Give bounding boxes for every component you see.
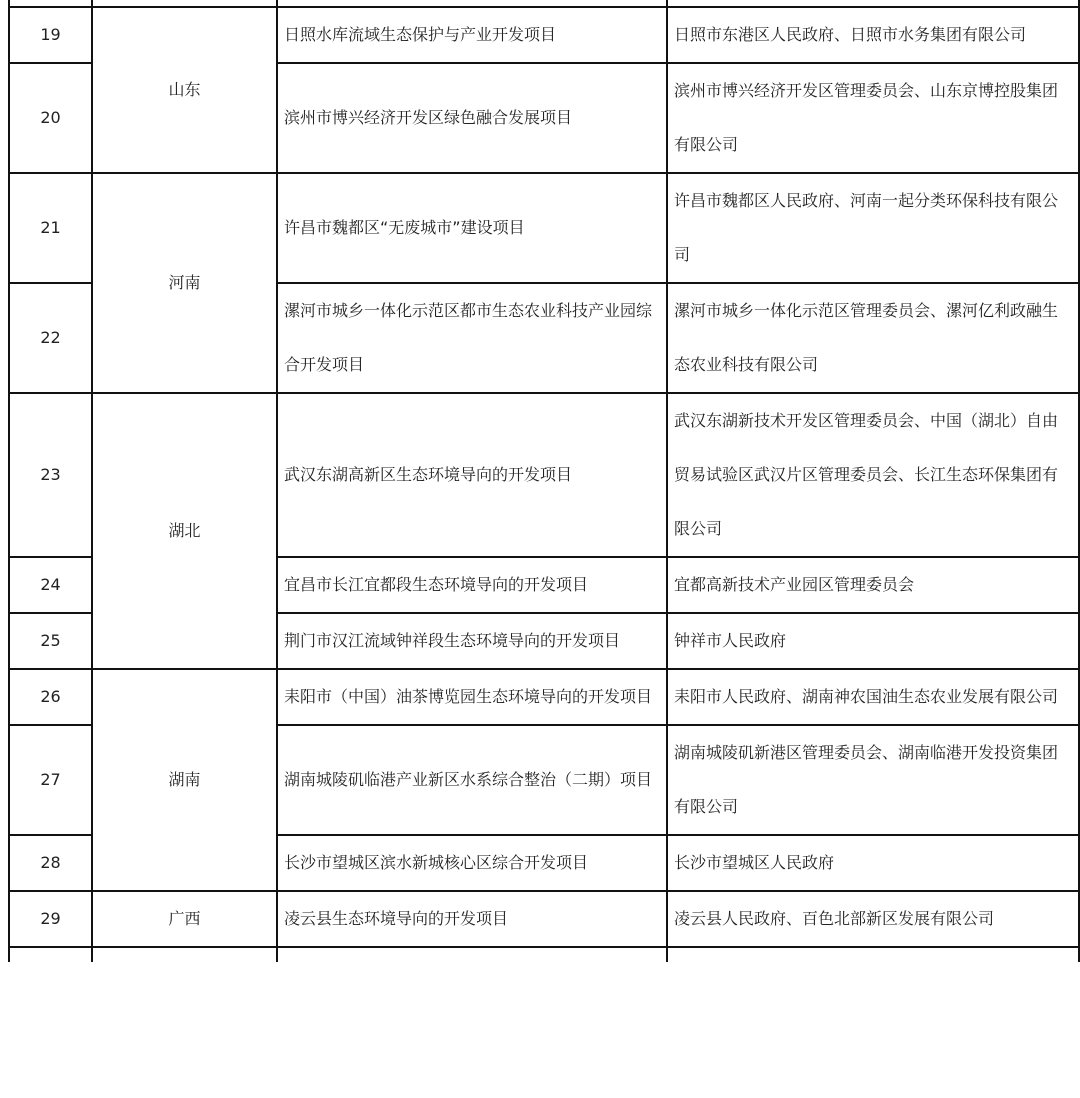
row-number: 28 (9, 835, 92, 891)
row-number: 27 (9, 725, 92, 835)
province-cell: 河南 (92, 173, 277, 393)
row-number: 23 (9, 393, 92, 557)
implementing-unit: 许昌市魏都区人民政府、河南一起分类环保科技有限公司 (667, 173, 1079, 283)
implementing-unit: 湖南城陵矶新港区管理委员会、湖南临港开发投资集团有限公司 (667, 725, 1079, 835)
row-number: 25 (9, 613, 92, 669)
row-number: 19 (9, 7, 92, 63)
province-cell: 广西 (92, 891, 277, 947)
project-name: 宜昌市长江宜都段生态环境导向的开发项目 (277, 557, 667, 613)
implementing-unit: 耒阳市人民政府、湖南神农国油生态农业发展有限公司 (667, 669, 1079, 725)
project-list-table (8, 0, 1080, 962)
implementing-unit: 滨州市博兴经济开发区管理委员会、山东京博控股集团有限公司 (667, 63, 1079, 173)
implementing-unit: 长沙市望城区人民政府 (667, 835, 1079, 891)
project-name: 许昌市魏都区“无废城市”建设项目 (277, 173, 667, 283)
province-cell: 湖北 (92, 393, 277, 669)
row-number: 20 (9, 63, 92, 173)
row-number: 26 (9, 669, 92, 725)
table-top-rule (9, 0, 1079, 7)
table-row (9, 173, 1079, 283)
implementing-unit: 宜都高新技术产业园区管理委员会 (667, 557, 1079, 613)
project-name: 漯河市城乡一体化示范区都市生态农业科技产业园综合开发项目 (277, 283, 667, 393)
table-row (9, 393, 1079, 557)
project-name: 长沙市望城区滨水新城核心区综合开发项目 (277, 835, 667, 891)
implementing-unit: 钟祥市人民政府 (667, 613, 1079, 669)
project-name: 武汉东湖高新区生态环境导向的开发项目 (277, 393, 667, 557)
province-cell: 山东 (92, 7, 277, 173)
project-name: 湖南城陵矶临港产业新区水系综合整治（二期）项目 (277, 725, 667, 835)
row-number: 24 (9, 557, 92, 613)
project-name: 荆门市汉江流域钟祥段生态环境导向的开发项目 (277, 613, 667, 669)
project-name: 凌云县生态环境导向的开发项目 (277, 891, 667, 947)
project-name: 日照水库流域生态保护与产业开发项目 (277, 7, 667, 63)
implementing-unit: 漯河市城乡一体化示范区管理委员会、漯河亿利政融生态农业科技有限公司 (667, 283, 1079, 393)
row-number: 21 (9, 173, 92, 283)
project-name: 滨州市博兴经济开发区绿色融合发展项目 (277, 63, 667, 173)
table-row (9, 669, 1079, 725)
row-number: 22 (9, 283, 92, 393)
row-number: 29 (9, 891, 92, 947)
table-row (9, 891, 1079, 947)
implementing-unit: 凌云县人民政府、百色北部新区发展有限公司 (667, 891, 1079, 947)
project-name: 耒阳市（中国）油茶博览园生态环境导向的开发项目 (277, 669, 667, 725)
implementing-unit: 武汉东湖新技术开发区管理委员会、中国（湖北）自由贸易试验区武汉片区管理委员会、长江生态环保集团有限公司 (667, 393, 1079, 557)
province-cell: 湖南 (92, 669, 277, 891)
implementing-unit: 日照市东港区人民政府、日照市水务集团有限公司 (667, 7, 1079, 63)
table-row (9, 7, 1079, 63)
table-continuation-row (9, 947, 1079, 962)
